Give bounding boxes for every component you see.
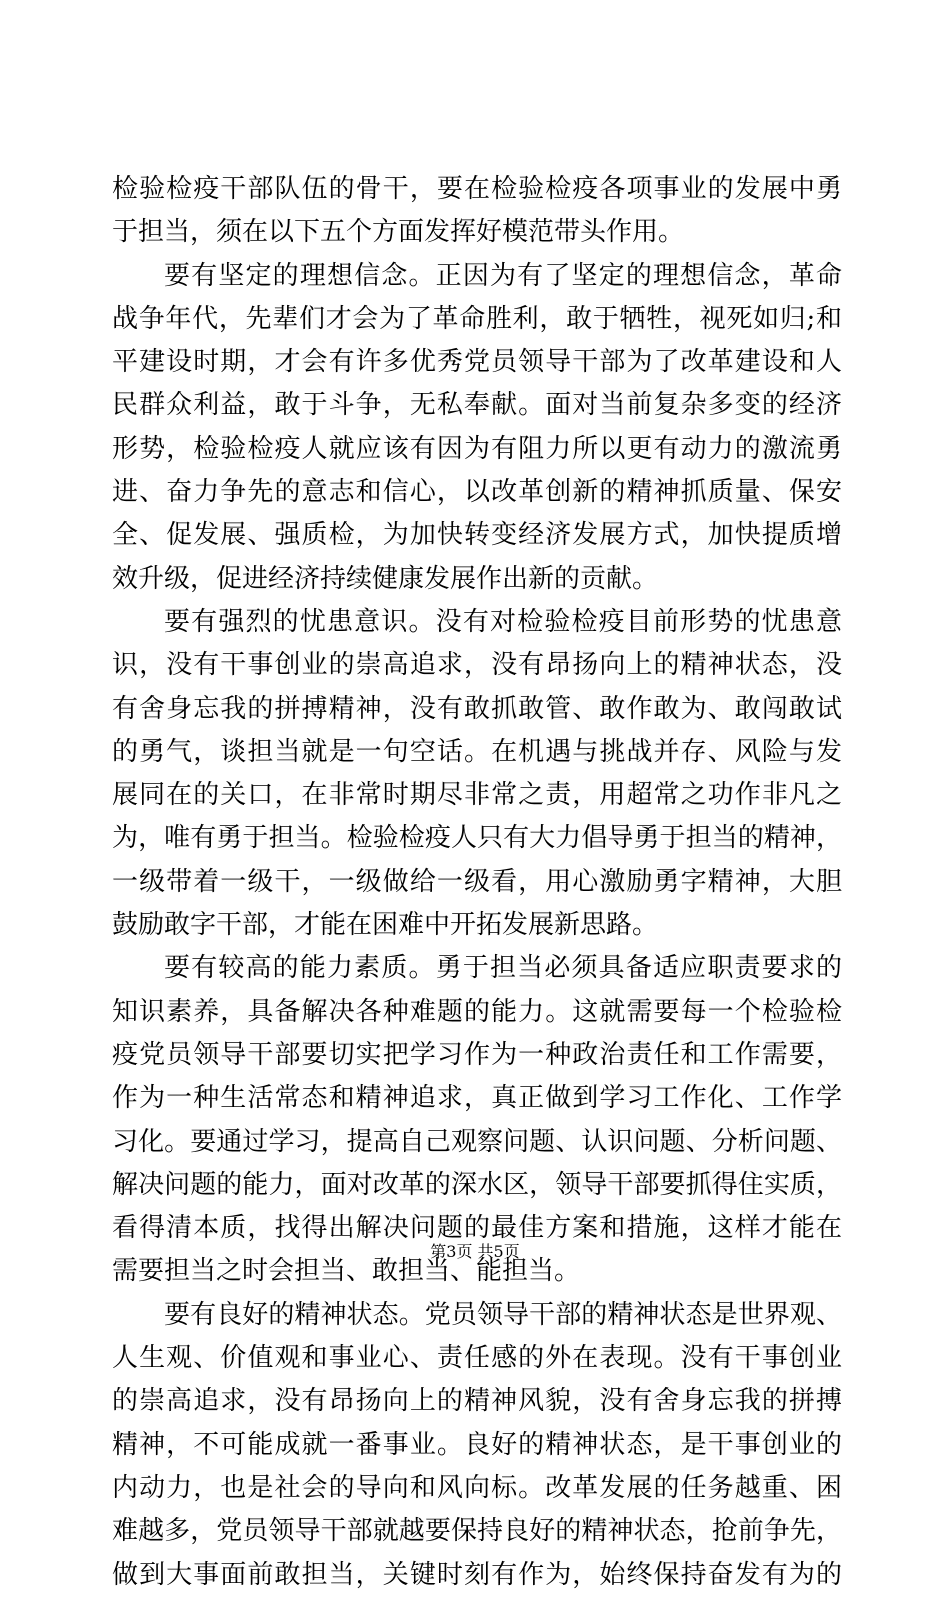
- text-line: 要有坚定的理想信念。正因为有了坚定的理想信念，革命: [164, 260, 842, 291]
- text-line: 进、奋力争先的意志和信心，以改革创新的精神抓质量、保安: [112, 477, 842, 508]
- text-line: 展同在的关口，在非常时期尽非常之责，用超常之功作非凡之: [112, 780, 842, 811]
- text-line: 习化。要通过学习，提高自己观察问题、认识问题、分析问题、: [112, 1126, 842, 1157]
- text-line: 精神，不可能成就一番事业。良好的精神状态，是干事创业的: [112, 1429, 842, 1460]
- document-body: [112, 168, 842, 1597]
- text-line: 解决问题的能力，面对改革的深水区，领导干部要抓得住实质，: [112, 1169, 842, 1200]
- text-line: 形势，检验检疫人就应该有因为有阻力所以更有动力的激流勇: [112, 433, 842, 464]
- text-line: 平建设时期，才会有许多优秀党员领导干部为了改革建设和人: [112, 347, 842, 378]
- text-line: 的崇高追求，没有昂扬向上的精神风貌，没有舍身忘我的拼搏: [112, 1386, 842, 1417]
- text-line: 检验检疫干部队伍的骨干，要在检验检疫各项事业的发展中勇: [112, 174, 842, 204]
- text-line: 作为一种生活常态和精神追求，真正做到学习工作化、工作学: [112, 1083, 842, 1114]
- text-line: 要有良好的精神状态。党员领导干部的精神状态是世界观、: [164, 1299, 842, 1330]
- text-line: 有舍身忘我的拼搏精神，没有敢抓敢管、敢作敢为、敢闯敢试: [112, 693, 842, 724]
- text-line: 为，唯有勇于担当。检验检疫人只有大力倡导勇于担当的精神，: [112, 823, 842, 854]
- text-line: 疫党员领导干部要切实把学习作为一种政治责任和工作需要，: [112, 1039, 842, 1070]
- text-line: 人生观、价值观和事业心、责任感的外在表现。没有干事创业: [112, 1343, 842, 1374]
- text-line: 全、促发展、强质检，为加快转变经济发展方式，加快提质增: [112, 520, 842, 551]
- text-line: 需要担当之时会担当、敢担当、能担当。: [112, 1256, 581, 1287]
- text-line: 鼓励敢字干部，才能在困难中开拓发展新思路。: [112, 910, 659, 941]
- text-line: 难越多，党员领导干部就越要保持良好的精神状态，抢前争先，: [112, 1516, 842, 1547]
- page-number: 第3页 共5页: [430, 1242, 520, 1261]
- text-line: 一级带着一级干，一级做给一级看，用心激励勇字精神，大胆: [112, 866, 842, 897]
- text-line: 民群众利益，敢于斗争，无私奉献。面对当前复杂多变的经济: [112, 390, 842, 421]
- text-line: 做到大事面前敢担当，关键时刻有作为，始终保持奋发有为的: [112, 1559, 842, 1590]
- text-line: 于担当，须在以下五个方面发挥好模范带头作用。: [112, 217, 685, 248]
- text-line: 知识素养，具备解决各种难题的能力。这就需要每一个检验检: [112, 996, 842, 1027]
- text-line: 要有强烈的忧患意识。没有对检验检疫目前形势的忧患意: [164, 606, 842, 637]
- text-line: 内动力，也是社会的导向和风向标。改革发展的任务越重、困: [112, 1472, 842, 1503]
- text-line: 的勇气，谈担当就是一句空话。在机遇与挑战并存、风险与发: [112, 736, 842, 767]
- text-line: 看得清本质，找得出解决问题的最佳方案和措施，这样才能在: [112, 1213, 842, 1244]
- page-footer: [0, 1241, 950, 1263]
- text-line: 效升级，促进经济持续健康发展作出新的贡献。: [112, 563, 659, 594]
- text-line: 战争年代，先辈们才会为了革命胜利，敢于牺牲，视死如归;和: [112, 303, 842, 334]
- text-line: 识，没有干事创业的崇高追求，没有昂扬向上的精神状态，没: [112, 650, 842, 681]
- text-line: 要有较高的能力素质。勇于担当必须具备适应职责要求的: [164, 953, 842, 984]
